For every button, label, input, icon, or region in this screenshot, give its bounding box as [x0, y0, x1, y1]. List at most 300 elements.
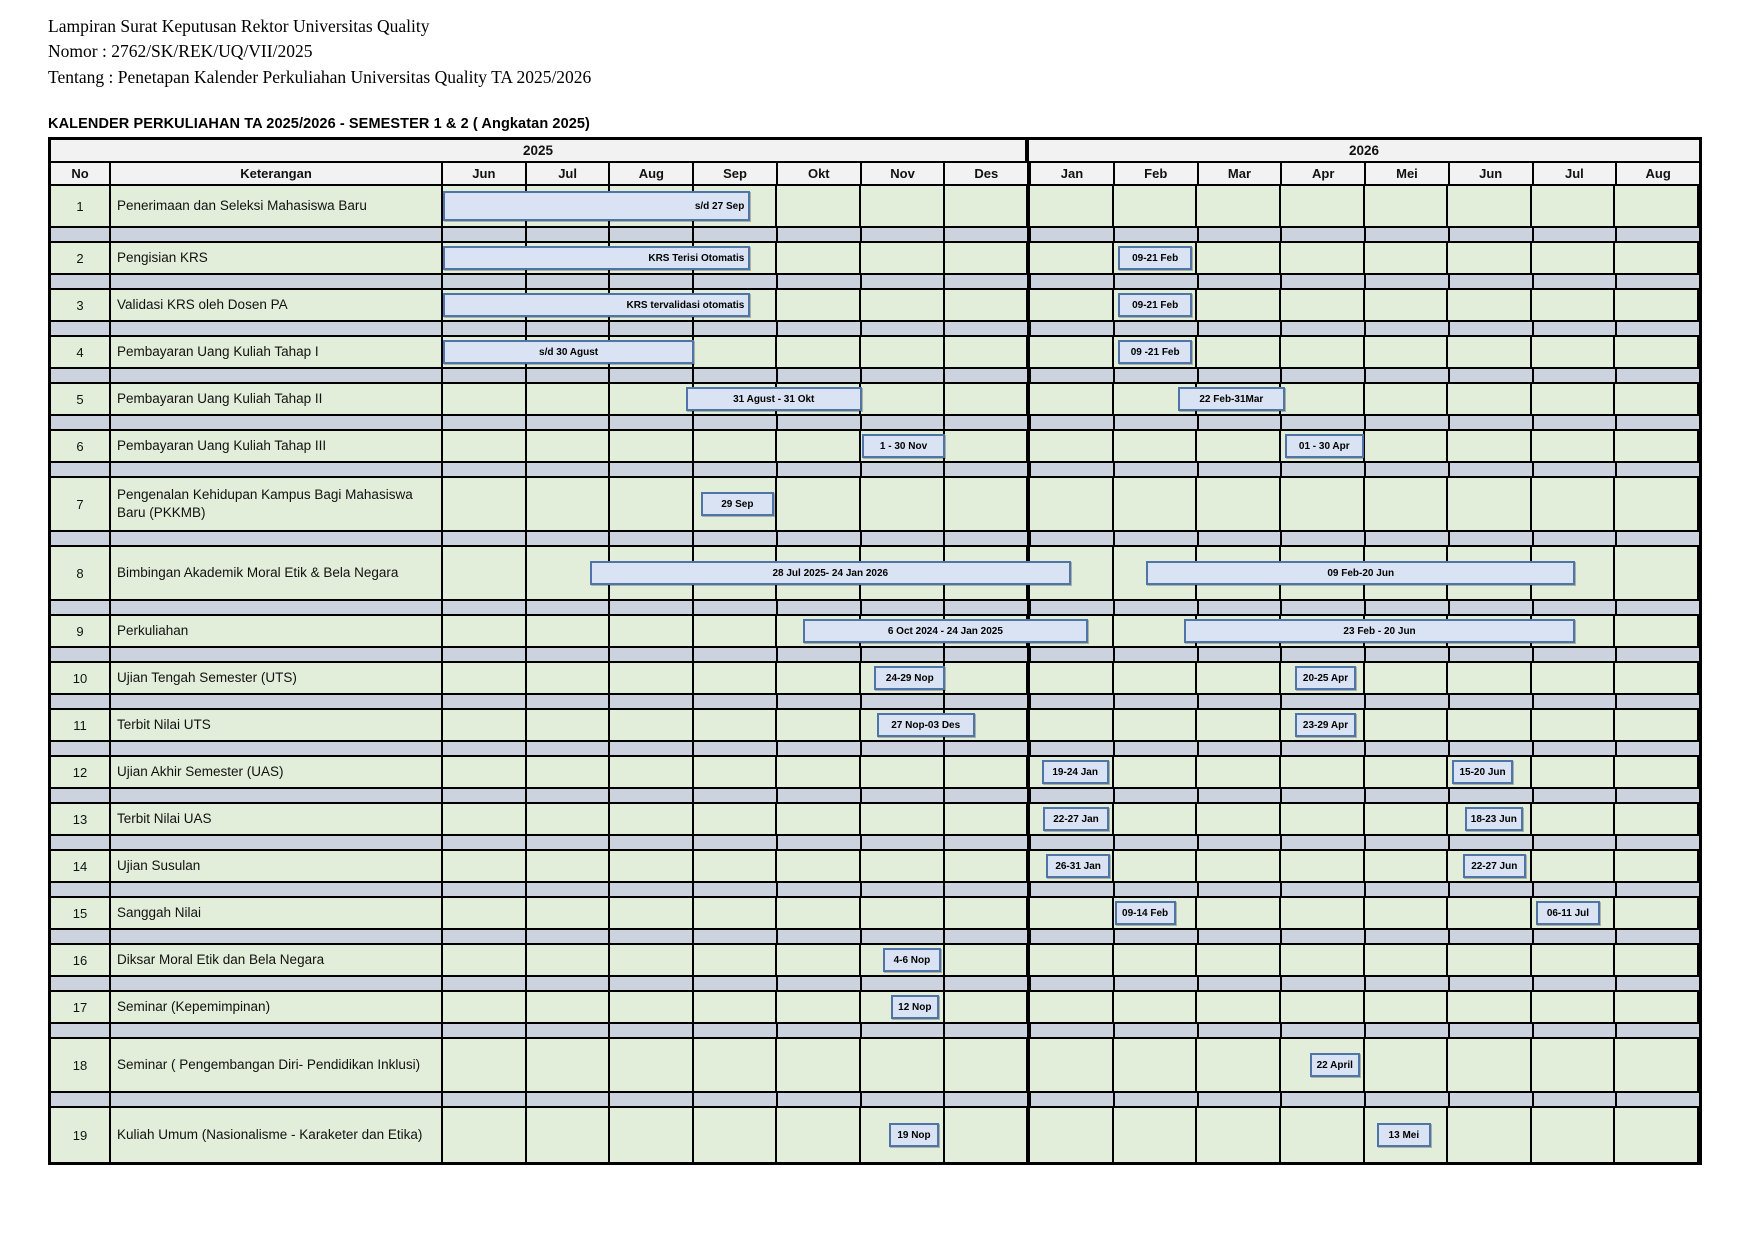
spacer-month-cells — [443, 695, 1699, 708]
activity-row-2 — [51, 243, 1699, 275]
row-number: 1 — [51, 186, 111, 226]
row-2-month-cell-5 — [777, 243, 861, 273]
gantt-bar-row15-2: 06-11 Jul — [1536, 901, 1600, 925]
spacer-month-cell-2 — [527, 532, 611, 545]
spacer-month-cell-13 — [1450, 532, 1534, 545]
spacer-no-cell — [51, 648, 111, 661]
spacer-month-cell-2 — [527, 322, 611, 335]
spacer-month-cell-13 — [1450, 416, 1534, 429]
spacer-month-cell-9 — [1115, 369, 1199, 382]
row-12-month-cell-4 — [694, 757, 778, 787]
spacer-month-cell-8 — [1031, 601, 1115, 614]
spacer-month-cell-12 — [1366, 322, 1450, 335]
spacer-keterangan-cell — [111, 1024, 443, 1037]
spacer-month-cell-12 — [1366, 601, 1450, 614]
spacer-month-cell-10 — [1199, 532, 1283, 545]
spacer-month-cell-14 — [1534, 695, 1618, 708]
row-12-month-cell-1 — [443, 757, 527, 787]
row-15-month-cell-7 — [945, 898, 1031, 928]
row-2-month-cell-12 — [1365, 243, 1449, 273]
gantt-bar-row11-1: 27 Nop-03 Des — [877, 713, 975, 737]
spacer-month-cell-2 — [527, 463, 611, 476]
spacer-month-cell-6 — [862, 369, 946, 382]
row-16-month-cell-1 — [443, 945, 527, 975]
spacer-no-cell — [51, 228, 111, 241]
spacer-month-cell-4 — [694, 836, 778, 849]
spacer-month-cell-8 — [1031, 742, 1115, 755]
spacer-month-cell-6 — [862, 1093, 946, 1106]
spacer-month-cell-1 — [443, 1024, 527, 1037]
row-6-month-cell-4 — [694, 431, 778, 461]
spacer-month-cell-7 — [945, 789, 1031, 802]
row-11-month-cell-8 — [1030, 710, 1114, 740]
spacer-month-cells — [443, 463, 1699, 476]
row-number: 5 — [51, 384, 111, 414]
spacer-month-cell-2 — [527, 836, 611, 849]
spacer-month-cell-15 — [1617, 416, 1699, 429]
gantt-bar-row6-2: 01 - 30 Apr — [1285, 434, 1365, 458]
row-label: Penerimaan dan Seleksi Mahasiswa Baru — [111, 186, 443, 226]
spacer-no-cell — [51, 463, 111, 476]
spacer-month-cell-5 — [778, 883, 862, 896]
spacer-month-cell-9 — [1115, 883, 1199, 896]
spacer-month-cell-13 — [1450, 648, 1534, 661]
spacer-month-cell-14 — [1534, 742, 1618, 755]
spacer-month-cell-9 — [1115, 463, 1199, 476]
row-gantt-area — [443, 992, 1699, 1022]
spacer-month-cell-4 — [694, 322, 778, 335]
spacer-row — [51, 883, 1699, 898]
year-header-row — [51, 140, 1699, 163]
spacer-keterangan-cell — [111, 789, 443, 802]
row-7-month-cell-9 — [1114, 478, 1198, 530]
row-1-month-cell-10 — [1197, 186, 1281, 226]
row-label: Pengenalan Kehidupan Kampus Bagi Mahasiswa Baru (PKKMB) — [111, 478, 443, 530]
spacer-month-cell-6 — [862, 532, 946, 545]
spacer-month-cell-1 — [443, 1093, 527, 1106]
row-label: Sanggah Nilai — [111, 898, 443, 928]
row-7-month-cell-1 — [443, 478, 527, 530]
spacer-month-cell-14 — [1534, 648, 1618, 661]
activity-row-12 — [51, 757, 1699, 789]
row-15-month-cell-5 — [777, 898, 861, 928]
row-18-month-cell-15 — [1615, 1039, 1699, 1091]
row-11-month-cell-4 — [694, 710, 778, 740]
row-gantt-area — [443, 1039, 1699, 1091]
row-5-month-cell-6 — [861, 384, 945, 414]
spacer-month-cell-10 — [1199, 930, 1283, 943]
row-label: Ujian Akhir Semester (UAS) — [111, 757, 443, 787]
row-label: Seminar (Kepemimpinan) — [111, 992, 443, 1022]
row-4-month-cell-4 — [694, 337, 778, 367]
row-1-month-cell-6 — [861, 186, 945, 226]
row-label: Perkuliahan — [111, 616, 443, 646]
row-13-month-cell-2 — [527, 804, 611, 834]
gantt-bar-row19-2: 13 Mei — [1377, 1123, 1431, 1147]
spacer-month-cell-14 — [1534, 789, 1618, 802]
row-10-month-cell-7 — [945, 663, 1031, 693]
spacer-month-cell-7 — [945, 322, 1031, 335]
row-gantt-area — [443, 945, 1699, 975]
spacer-month-cell-2 — [527, 1024, 611, 1037]
activity-row-7 — [51, 478, 1699, 532]
spacer-row — [51, 322, 1699, 337]
spacer-month-cell-9 — [1115, 648, 1199, 661]
row-17-month-cell-14 — [1532, 992, 1616, 1022]
month-header-10: Mar — [1199, 163, 1283, 184]
row-3-month-cell-8 — [1030, 290, 1114, 320]
row-15-month-cell-15 — [1615, 898, 1699, 928]
spacer-month-cell-15 — [1617, 695, 1699, 708]
spacer-no-cell — [51, 742, 111, 755]
row-gantt-area — [443, 851, 1699, 881]
row-18-month-cell-9 — [1114, 1039, 1198, 1091]
spacer-month-cell-12 — [1366, 789, 1450, 802]
spacer-month-cell-1 — [443, 369, 527, 382]
spacer-month-cell-9 — [1115, 742, 1199, 755]
spacer-month-cell-10 — [1199, 836, 1283, 849]
row-14-month-cell-14 — [1532, 851, 1616, 881]
activity-row-5 — [51, 384, 1699, 416]
activity-row-11 — [51, 710, 1699, 742]
row-number: 13 — [51, 804, 111, 834]
row-number: 9 — [51, 616, 111, 646]
gantt-bar-row19-1: 19 Nop — [889, 1123, 938, 1147]
row-label: Pembayaran Uang Kuliah Tahap I — [111, 337, 443, 367]
spacer-month-cell-9 — [1115, 1024, 1199, 1037]
spacer-month-cell-1 — [443, 742, 527, 755]
spacer-month-cell-7 — [945, 416, 1031, 429]
spacer-month-cell-7 — [945, 532, 1031, 545]
row-16-month-cell-5 — [777, 945, 861, 975]
spacer-month-cell-2 — [527, 369, 611, 382]
spacer-month-cell-11 — [1282, 930, 1366, 943]
spacer-keterangan-cell — [111, 275, 443, 288]
row-7-month-cell-6 — [861, 478, 945, 530]
row-19-month-cell-3 — [610, 1108, 694, 1162]
spacer-month-cell-3 — [610, 836, 694, 849]
row-10-month-cell-8 — [1030, 663, 1114, 693]
spacer-month-cell-14 — [1534, 930, 1618, 943]
spacer-keterangan-cell — [111, 977, 443, 990]
spacer-month-cell-14 — [1534, 836, 1618, 849]
spacer-month-cell-9 — [1115, 532, 1199, 545]
row-number: 10 — [51, 663, 111, 693]
spacer-month-cell-7 — [945, 601, 1031, 614]
row-16-month-cell-13 — [1448, 945, 1532, 975]
row-15-month-cell-10 — [1197, 898, 1281, 928]
row-10-month-cell-4 — [694, 663, 778, 693]
row-7-month-cell-8 — [1030, 478, 1114, 530]
spacer-month-cell-5 — [778, 601, 862, 614]
spacer-month-cell-12 — [1366, 836, 1450, 849]
spacer-month-cell-10 — [1199, 1093, 1283, 1106]
spacer-no-cell — [51, 369, 111, 382]
spacer-month-cell-13 — [1450, 883, 1534, 896]
spacer-month-cells — [443, 930, 1699, 943]
gantt-bar-row15-1: 09-14 Feb — [1115, 901, 1176, 925]
row-17-month-cell-2 — [527, 992, 611, 1022]
row-9-month-cell-15 — [1615, 616, 1699, 646]
row-17-month-cell-9 — [1114, 992, 1198, 1022]
row-label: Pembayaran Uang Kuliah Tahap II — [111, 384, 443, 414]
row-16-month-cell-15 — [1615, 945, 1699, 975]
spacer-row — [51, 601, 1699, 616]
row-11-month-cell-12 — [1365, 710, 1449, 740]
row-10-month-cell-2 — [527, 663, 611, 693]
row-13-month-cell-9 — [1114, 804, 1198, 834]
spacer-month-cell-8 — [1031, 883, 1115, 896]
doc-header-line-3: Tentang : Penetapan Kalender Perkuliahan Universitas Quality TA 2025/2026 — [48, 66, 592, 87]
spacer-month-cell-4 — [694, 695, 778, 708]
spacer-month-cell-4 — [694, 416, 778, 429]
gantt-bar-row3-1: KRS tervalidasi otomatis — [443, 293, 750, 317]
table-title: KALENDER PERKULIAHAN TA 2025/2026 - SEMESTER 1 & 2 ( Angkatan 2025) — [48, 116, 590, 133]
spacer-keterangan-cell — [111, 742, 443, 755]
spacer-month-cell-5 — [778, 789, 862, 802]
spacer-month-cell-4 — [694, 463, 778, 476]
month-header-14: Jul — [1534, 163, 1618, 184]
spacer-month-cell-12 — [1366, 532, 1450, 545]
spacer-month-cell-10 — [1199, 601, 1283, 614]
spacer-month-cell-3 — [610, 695, 694, 708]
row-19-month-cell-14 — [1532, 1108, 1616, 1162]
spacer-keterangan-cell — [111, 1093, 443, 1106]
month-header-4: Sep — [694, 163, 778, 184]
spacer-month-cell-8 — [1031, 228, 1115, 241]
spacer-month-cell-1 — [443, 322, 527, 335]
spacer-month-cell-6 — [862, 228, 946, 241]
row-5-month-cell-2 — [527, 384, 611, 414]
spacer-month-cells — [443, 742, 1699, 755]
spacer-month-cells — [443, 789, 1699, 802]
spacer-month-cell-15 — [1617, 977, 1699, 990]
spacer-month-cell-3 — [610, 742, 694, 755]
gantt-bar-row8-1: 28 Jul 2025- 24 Jan 2026 — [590, 561, 1071, 585]
row-16-month-cell-10 — [1197, 945, 1281, 975]
row-14-month-cell-5 — [777, 851, 861, 881]
row-gantt-area — [443, 1108, 1699, 1162]
row-5-month-cell-15 — [1615, 384, 1699, 414]
row-gantt-area — [443, 663, 1699, 693]
row-2-month-cell-14 — [1532, 243, 1616, 273]
gantt-bar-row16-1: 4-6 Nop — [883, 948, 942, 972]
spacer-month-cell-6 — [862, 836, 946, 849]
row-14-month-cell-15 — [1615, 851, 1699, 881]
spacer-month-cell-11 — [1282, 322, 1366, 335]
row-gantt-area — [443, 290, 1699, 320]
spacer-month-cell-11 — [1282, 695, 1366, 708]
row-1-month-cell-5 — [777, 186, 861, 226]
calendar-body — [51, 186, 1699, 1162]
row-1-month-cell-7 — [945, 186, 1031, 226]
spacer-month-cell-4 — [694, 369, 778, 382]
spacer-month-cell-2 — [527, 416, 611, 429]
spacer-month-cell-11 — [1282, 742, 1366, 755]
activity-row-19 — [51, 1108, 1699, 1162]
month-header-row — [51, 163, 1699, 186]
spacer-month-cell-10 — [1199, 322, 1283, 335]
row-7-month-cell-14 — [1532, 478, 1616, 530]
spacer-month-cell-9 — [1115, 789, 1199, 802]
spacer-month-cell-14 — [1534, 883, 1618, 896]
row-6-month-cell-9 — [1114, 431, 1198, 461]
spacer-month-cell-11 — [1282, 789, 1366, 802]
spacer-month-cell-13 — [1450, 228, 1534, 241]
spacer-month-cell-8 — [1031, 695, 1115, 708]
row-label: Validasi KRS oleh Dosen PA — [111, 290, 443, 320]
spacer-month-cell-14 — [1534, 532, 1618, 545]
row-18-month-cell-2 — [527, 1039, 611, 1091]
spacer-keterangan-cell — [111, 416, 443, 429]
row-14-month-cell-2 — [527, 851, 611, 881]
row-number: 15 — [51, 898, 111, 928]
academic-calendar-table — [48, 137, 1702, 1165]
spacer-month-cell-5 — [778, 648, 862, 661]
spacer-month-cell-8 — [1031, 1093, 1115, 1106]
row-12-month-cell-7 — [945, 757, 1031, 787]
gantt-bar-row8-2: 09 Feb-20 Jun — [1146, 561, 1575, 585]
row-9-month-cell-3 — [610, 616, 694, 646]
spacer-month-cell-9 — [1115, 695, 1199, 708]
spacer-month-cell-1 — [443, 275, 527, 288]
activity-row-10 — [51, 663, 1699, 695]
spacer-month-cell-7 — [945, 742, 1031, 755]
spacer-month-cell-15 — [1617, 742, 1699, 755]
row-10-month-cell-5 — [777, 663, 861, 693]
column-header-keterangan: Keterangan — [111, 163, 443, 184]
row-number: 3 — [51, 290, 111, 320]
spacer-month-cell-5 — [778, 836, 862, 849]
month-header-7: Des — [945, 163, 1031, 184]
spacer-month-cell-9 — [1115, 416, 1199, 429]
spacer-month-cell-5 — [778, 1024, 862, 1037]
row-4-month-cell-8 — [1030, 337, 1114, 367]
spacer-keterangan-cell — [111, 695, 443, 708]
spacer-row — [51, 1093, 1699, 1108]
spacer-month-cell-13 — [1450, 275, 1534, 288]
spacer-month-cell-2 — [527, 648, 611, 661]
spacer-month-cell-6 — [862, 275, 946, 288]
row-15-month-cell-2 — [527, 898, 611, 928]
spacer-keterangan-cell — [111, 369, 443, 382]
spacer-month-cell-11 — [1282, 228, 1366, 241]
row-19-month-cell-15 — [1615, 1108, 1699, 1162]
spacer-month-cell-10 — [1199, 275, 1283, 288]
row-18-month-cell-13 — [1448, 1039, 1532, 1091]
row-12-month-cell-2 — [527, 757, 611, 787]
gantt-bar-row2-1: KRS Terisi Otomatis — [443, 246, 750, 270]
spacer-month-cell-13 — [1450, 601, 1534, 614]
spacer-month-cell-11 — [1282, 836, 1366, 849]
gantt-bar-row17-1: 12 Nop — [891, 995, 939, 1019]
spacer-month-cell-8 — [1031, 789, 1115, 802]
gantt-bar-row12-1: 19-24 Jan — [1042, 760, 1109, 784]
row-10-month-cell-10 — [1197, 663, 1281, 693]
row-17-month-cell-15 — [1615, 992, 1699, 1022]
month-header-11: Apr — [1282, 163, 1366, 184]
row-14-month-cell-10 — [1197, 851, 1281, 881]
spacer-month-cell-4 — [694, 228, 778, 241]
row-16-month-cell-8 — [1030, 945, 1114, 975]
row-gantt-area — [443, 384, 1699, 414]
month-header-15: Aug — [1645, 166, 1671, 182]
gantt-bar-row9-2: 23 Feb - 20 Jun — [1184, 619, 1575, 643]
row-1-month-cell-13 — [1448, 186, 1532, 226]
month-header-1: Jun — [443, 163, 527, 184]
spacer-month-cell-7 — [945, 463, 1031, 476]
spacer-month-cells — [443, 532, 1699, 545]
activity-row-17 — [51, 992, 1699, 1024]
row-9-month-cell-1 — [443, 616, 527, 646]
spacer-month-cell-1 — [443, 836, 527, 849]
row-18-month-cell-7 — [945, 1039, 1031, 1091]
spacer-month-cell-3 — [610, 322, 694, 335]
row-12-month-cell-6 — [861, 757, 945, 787]
spacer-month-cell-9 — [1115, 836, 1199, 849]
spacer-month-cell-6 — [862, 883, 946, 896]
spacer-no-cell — [51, 930, 111, 943]
spacer-month-cell-9 — [1115, 275, 1199, 288]
spacer-month-cell-12 — [1366, 742, 1450, 755]
row-18-month-cell-6 — [861, 1039, 945, 1091]
row-9-month-cell-4 — [694, 616, 778, 646]
month-header-9: Feb — [1115, 163, 1199, 184]
spacer-month-cell-5 — [778, 228, 862, 241]
activity-row-6 — [51, 431, 1699, 463]
spacer-month-cell-6 — [862, 742, 946, 755]
spacer-month-cell-8 — [1031, 322, 1115, 335]
spacer-month-cell-15 — [1617, 836, 1699, 849]
spacer-month-cells — [443, 228, 1699, 241]
spacer-month-cell-3 — [610, 369, 694, 382]
row-3-month-cell-15 — [1615, 290, 1699, 320]
row-number: 4 — [51, 337, 111, 367]
row-4-month-cell-6 — [861, 337, 945, 367]
month-header-cells — [443, 163, 1699, 184]
spacer-month-cell-7 — [945, 695, 1031, 708]
row-7-month-cell-11 — [1281, 478, 1365, 530]
activity-row-9 — [51, 616, 1699, 648]
spacer-month-cells — [443, 275, 1699, 288]
row-15-month-cell-13 — [1448, 898, 1532, 928]
spacer-month-cell-13 — [1450, 369, 1534, 382]
spacer-month-cell-8 — [1031, 369, 1115, 382]
spacer-month-cell-14 — [1534, 601, 1618, 614]
year-header-2026: 2026 — [1349, 143, 1380, 159]
spacer-month-cell-8 — [1031, 416, 1115, 429]
spacer-month-cell-12 — [1366, 930, 1450, 943]
row-4-month-cell-13 — [1448, 337, 1532, 367]
spacer-month-cell-2 — [527, 930, 611, 943]
spacer-month-cell-13 — [1450, 977, 1534, 990]
row-13-month-cell-4 — [694, 804, 778, 834]
spacer-no-cell — [51, 532, 111, 545]
spacer-month-cell-13 — [1450, 463, 1534, 476]
row-12-month-cell-5 — [777, 757, 861, 787]
spacer-month-cell-6 — [862, 463, 946, 476]
spacer-month-cell-3 — [610, 977, 694, 990]
row-14-month-cell-3 — [610, 851, 694, 881]
row-12-month-cell-15 — [1615, 757, 1699, 787]
spacer-month-cell-13 — [1450, 695, 1534, 708]
spacer-month-cell-12 — [1366, 228, 1450, 241]
row-12-month-cell-12 — [1365, 757, 1449, 787]
spacer-month-cell-14 — [1534, 369, 1618, 382]
spacer-month-cell-10 — [1199, 416, 1283, 429]
spacer-month-cell-4 — [694, 1024, 778, 1037]
row-18-month-cell-8 — [1030, 1039, 1114, 1091]
